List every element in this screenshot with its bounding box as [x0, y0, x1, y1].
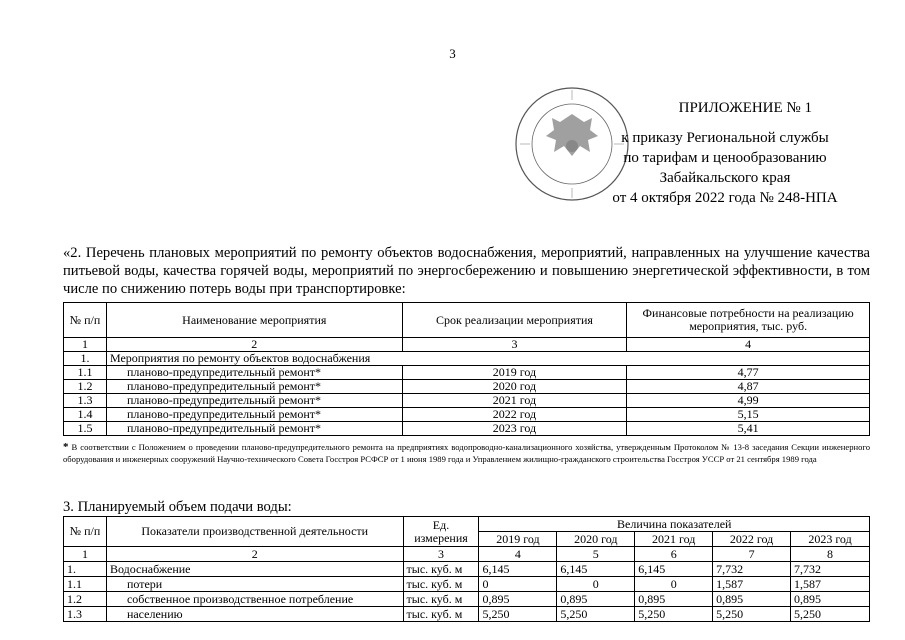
header-values-group: Величина показателей — [479, 517, 870, 532]
cell: 5,250 — [791, 607, 870, 622]
cell: 0 — [635, 577, 713, 592]
cell: 5,41 — [627, 422, 870, 436]
cell: 0 — [557, 577, 635, 592]
cell: 1.3 — [64, 607, 107, 622]
cell: 1. — [64, 562, 107, 577]
cell: 8 — [791, 547, 870, 562]
cell: тыс. куб. м — [403, 562, 479, 577]
water-supply-volume-table — [63, 516, 870, 622]
cell: 2019 год — [402, 366, 627, 380]
table-row — [64, 366, 870, 380]
table-header-row — [64, 303, 870, 338]
appendix-title: ПРИЛОЖЕНИЕ № 1 — [678, 100, 812, 116]
cell: 6 — [635, 547, 713, 562]
cell: собственное производственное потребление — [106, 592, 403, 607]
cell: 1.5 — [64, 422, 107, 436]
appendix-line: к приказу Региональной службы — [621, 130, 829, 146]
cell: 6,145 — [479, 562, 557, 577]
cell: 1. — [64, 352, 107, 366]
cell: 4,87 — [627, 380, 870, 394]
cell: 1,587 — [791, 577, 870, 592]
table-row — [64, 380, 870, 394]
header-year: 2019 год — [479, 532, 557, 547]
cell: тыс. куб. м — [403, 607, 479, 622]
cell: 5,250 — [713, 607, 791, 622]
table-row — [64, 577, 870, 592]
cell: 2023 год — [402, 422, 627, 436]
cell: тыс. куб. м — [403, 592, 479, 607]
cell: Мероприятия по ремонту объектов водоснабжения — [106, 352, 869, 366]
column-numbers-row — [64, 338, 870, 352]
cell: 0,895 — [713, 592, 791, 607]
cell: 2 — [106, 547, 403, 562]
appendix-line: от 4 октября 2022 года № 248-НПА — [612, 190, 838, 206]
cell: 6,145 — [635, 562, 713, 577]
cell: 2 — [106, 338, 402, 352]
cell: 0 — [479, 577, 557, 592]
cell: 1.2 — [64, 592, 107, 607]
header-num: № п/п — [64, 303, 107, 338]
header-year: 2021 год — [635, 532, 713, 547]
cell: 3 — [403, 547, 479, 562]
cell: 7,732 — [791, 562, 870, 577]
cell: 1.3 — [64, 394, 107, 408]
cell: 1.4 — [64, 408, 107, 422]
cell: 5,250 — [635, 607, 713, 622]
cell: 0,895 — [635, 592, 713, 607]
table-row — [64, 562, 870, 577]
cell: планово-предупредительный ремонт* — [106, 366, 402, 380]
cell: 4,99 — [627, 394, 870, 408]
header-name: Наименование мероприятия — [106, 303, 402, 338]
cell: 4 — [479, 547, 557, 562]
cell: Водоснабжение — [106, 562, 403, 577]
cell: 5 — [557, 547, 635, 562]
cell: населению — [106, 607, 403, 622]
cell: планово-предупредительный ремонт* — [106, 408, 402, 422]
cell: 5,250 — [479, 607, 557, 622]
cell: планово-предупредительный ремонт* — [106, 380, 402, 394]
table-row — [64, 422, 870, 436]
cell: 2021 год — [402, 394, 627, 408]
cell: тыс. куб. м — [403, 577, 479, 592]
header-num: № п/п — [64, 517, 107, 547]
appendix-line: по тарифам и ценообразованию — [623, 150, 827, 166]
cell: 0,895 — [557, 592, 635, 607]
page-number: 3 — [449, 46, 456, 61]
cell: 1,587 — [713, 577, 791, 592]
table-header-row — [64, 517, 870, 532]
header-year: 2022 год — [713, 532, 791, 547]
cell: 1 — [64, 547, 107, 562]
cell: 5,15 — [627, 408, 870, 422]
cell: 4 — [627, 338, 870, 352]
cell: 2020 год — [402, 380, 627, 394]
table-row — [64, 408, 870, 422]
cell: 0,895 — [791, 592, 870, 607]
cell: 7,732 — [713, 562, 791, 577]
cell: 5,250 — [557, 607, 635, 622]
column-numbers-row — [64, 547, 870, 562]
cell: 7 — [713, 547, 791, 562]
table-row — [64, 592, 870, 607]
header-indicator: Показатели производственной деятельности — [106, 517, 403, 547]
table-row — [64, 352, 870, 366]
header-year: 2023 год — [791, 532, 870, 547]
header-cost: Финансовые потребности на реализацию мероприятия, тыс. руб. — [627, 303, 870, 338]
cell: 1.2 — [64, 380, 107, 394]
cell: потери — [106, 577, 403, 592]
cell: 0,895 — [479, 592, 557, 607]
cell: 3 — [402, 338, 627, 352]
cell: 1 — [64, 338, 107, 352]
repair-measures-table — [63, 302, 870, 436]
cell: 1.1 — [64, 366, 107, 380]
cell: 2022 год — [402, 408, 627, 422]
section2-intro: «2. Перечень плановых мероприятий по ремонту объектов водоснабжения, мероприятий, направленных на улучшение качества питьевой воды, качества горячей воды, мероприятий по энергосбережению и повышению энергетической эффективности, в том числе по снижению потерь воды при транспортировке: — [63, 245, 870, 297]
appendix-line: Забайкальского края — [659, 170, 791, 186]
header-year: 2020 год — [557, 532, 635, 547]
cell: 6,145 — [557, 562, 635, 577]
header-unit: Ед. измерения — [403, 517, 479, 547]
cell: планово-предупредительный ремонт* — [106, 394, 402, 408]
footnote — [63, 441, 870, 465]
header-term: Срок реализации мероприятия — [402, 303, 627, 338]
cell: планово-предупредительный ремонт* — [106, 422, 402, 436]
table-row — [64, 394, 870, 408]
cell: 4,77 — [627, 366, 870, 380]
table-row — [64, 607, 870, 622]
cell: 1.1 — [64, 577, 107, 592]
footnote-star: * — [63, 441, 69, 453]
section3-title: 3. Планируемый объем подачи воды: — [63, 499, 292, 515]
footnote-text: В соответствии с Положением о проведении планово-предупредительного ремонта на предприятиях водопроводно-канализационного хозяйства, утвержденным Протоколом № 13-8 заседания Секции инженерного оборудования и инженерных сооружений Научно-технического Совета Госстроя РСФСР от 1 июня 1989 года и Управлением жилищно-гражданского строительства Госстроя УССР от 21 сентября 1989 года — [63, 442, 870, 464]
